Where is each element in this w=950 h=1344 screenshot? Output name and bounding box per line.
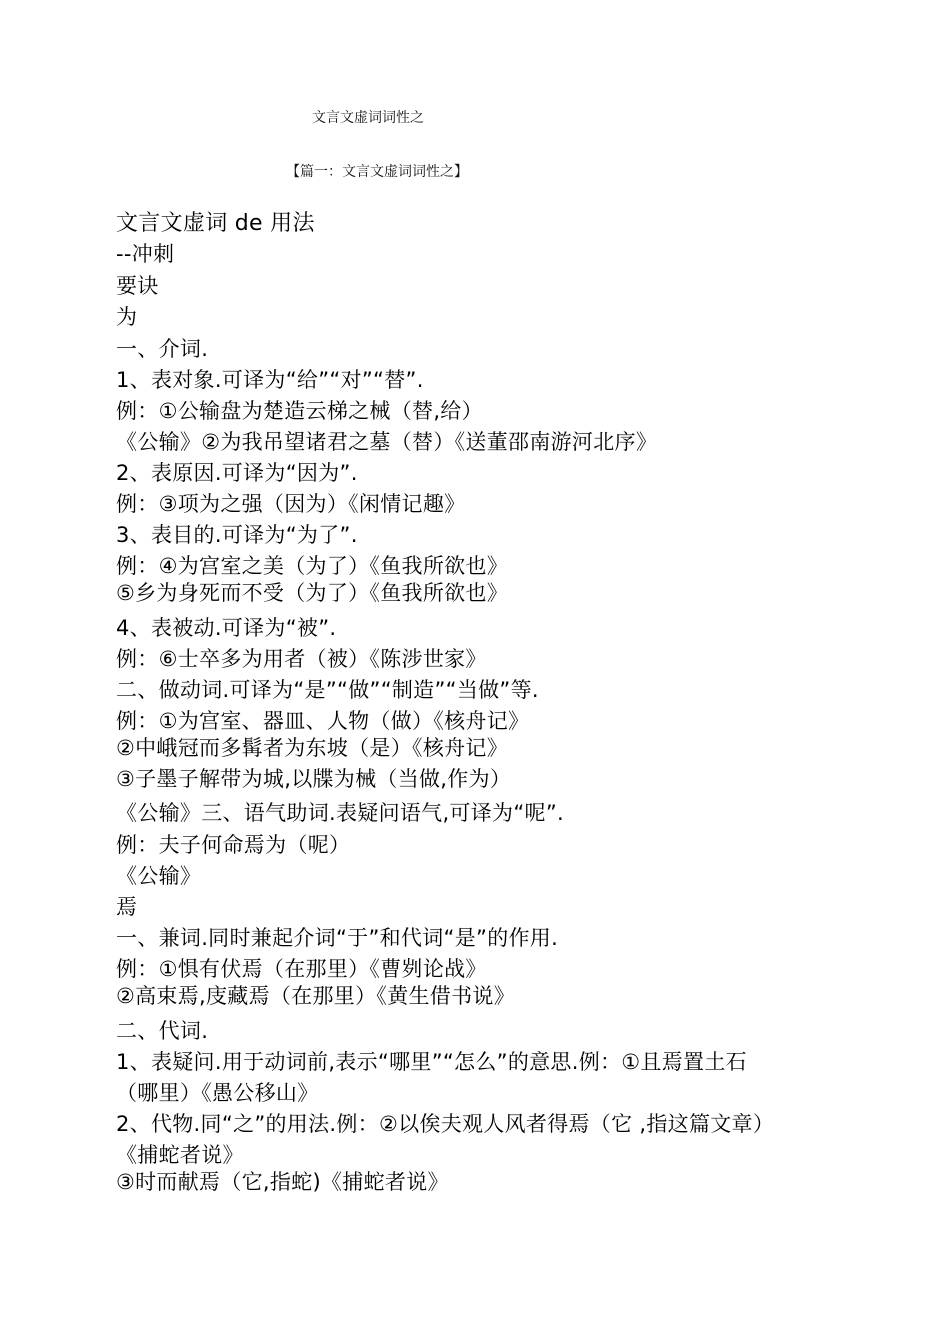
word-heading-yan: 焉 <box>116 895 138 919</box>
text-line: 《公输》 <box>116 864 202 888</box>
text-line: 例：①为宫室、器皿、人物（做）《核舟记》 <box>116 709 530 733</box>
text-line: ③子墨子解带为城,以牒为械（当做,作为） <box>116 767 512 791</box>
text-line: 要诀 <box>116 274 159 298</box>
text-line: --冲刺 <box>116 242 175 266</box>
text-line: 4、表被动.可译为“被”. <box>116 616 337 640</box>
text-line: ③时而献焉（它,指蛇)《捕蛇者说》 <box>116 1170 449 1194</box>
article-subtitle: 【篇一：文言文虚词词性之】 <box>286 164 468 180</box>
text-line: 例：⑥士卒多为用者（被）《陈涉世家》 <box>116 647 487 671</box>
text-line: 《公输》三、语气助词.表疑问语气,可译为“呢”. <box>116 801 564 825</box>
text-line: 二、做动词.可译为“是”“做”“制造”“当做”等. <box>116 678 539 702</box>
text-line: 1、表对象.可译为“给”“对”“替”. <box>116 368 424 392</box>
text-line: 例：③项为之强（因为）《闲情记趣》 <box>116 492 466 516</box>
text-line: 2、代物.同“之”的用法.例：②以俟夫观人风者得焉（它 ,指这篇文章） <box>116 1112 775 1136</box>
text-line: 《公输》②为我吊望诸君之墓（替）《送董邵南游河北序》 <box>116 430 658 454</box>
text-line: 二、代词. <box>116 1019 209 1043</box>
text-line: ⑤乡为身死而不受（为了）《鱼我所欲也》 <box>116 581 509 605</box>
text-line: 《捕蛇者说》 <box>116 1143 244 1167</box>
text-line: ②高束焉,庋藏焉（在那里）《黄生借书说》 <box>116 984 515 1008</box>
text-line: 一、介词. <box>116 337 209 361</box>
text-line: （哪里）《愚公移山》 <box>116 1081 319 1105</box>
text-line: 2、表原因.可译为“因为”. <box>116 461 358 485</box>
text-line: 例：④为宫室之美（为了）《鱼我所欲也》 <box>116 554 509 578</box>
text-line: 3、表目的.可译为“为了”. <box>116 523 358 547</box>
document-top-title: 文言文虚词词性之 <box>312 110 424 126</box>
text-line: 一、兼词.同时兼起介词“于”和代词“是”的作用. <box>116 926 559 950</box>
word-heading-wei: 为 <box>116 305 138 329</box>
text-line: ②中峨冠而多髯者为东坡（是）《核舟记》 <box>116 736 509 760</box>
section-title: 文言文虚词 de 用法 <box>116 211 315 236</box>
text-line: 1、表疑问.用于动词前,表示“哪里”“怎么”的意思.例：①且焉置土石 <box>116 1050 747 1074</box>
text-line: 例：夫子何命焉为（呢） <box>116 833 351 857</box>
text-line: 例：①惧有伏焉（在那里）《曹刿论战》 <box>116 957 487 981</box>
text-line: 例：①公输盘为楚造云梯之械（替,给） <box>116 399 483 423</box>
